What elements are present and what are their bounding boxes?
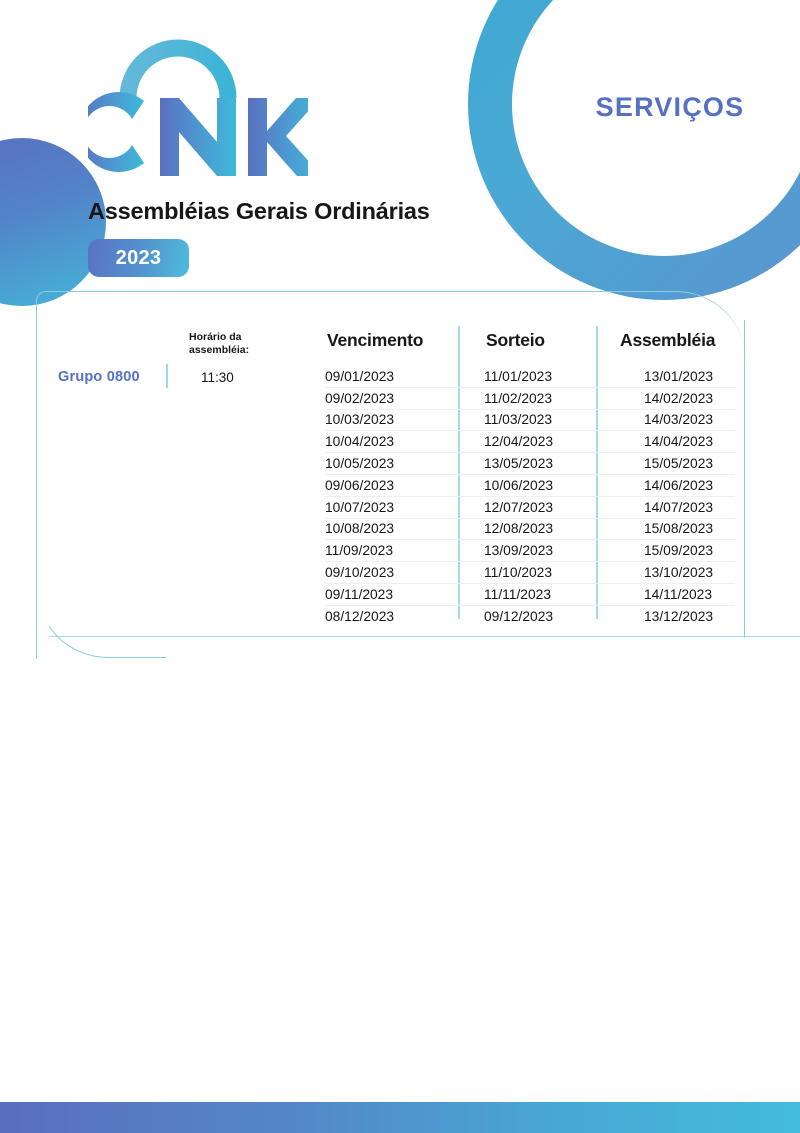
table-cell: 10/06/2023: [484, 477, 554, 493]
cnk-logo: [88, 36, 308, 176]
assembly-time-value: 11:30: [201, 370, 234, 385]
table-row: [325, 475, 735, 497]
logo-wordmark: [88, 92, 308, 176]
table-cell: 15/08/2023: [644, 521, 714, 537]
column-header-sorteio: Sorteio: [486, 330, 545, 350]
column-header-assembleia: Assembléia: [620, 330, 716, 350]
table-cell: 09/01/2023: [325, 368, 395, 384]
table-cell: 12/07/2023: [484, 499, 554, 515]
table-cell: 14/04/2023: [644, 434, 714, 450]
table-cell: 11/03/2023: [484, 412, 553, 428]
table-cell: 10/05/2023: [325, 456, 395, 472]
table-cell: 14/06/2023: [644, 477, 714, 493]
table-row: [325, 540, 735, 562]
table-row: [325, 562, 735, 584]
table-cell: 14/03/2023: [644, 412, 714, 428]
table-cell: 10/08/2023: [325, 521, 395, 537]
table-cell: 15/05/2023: [644, 456, 714, 472]
table-cell: 14/07/2023: [644, 499, 714, 515]
table-cell: 13/12/2023: [644, 608, 714, 624]
table-cell: 13/10/2023: [644, 565, 714, 581]
table-cell: 15/09/2023: [644, 543, 714, 559]
table-cell: 14/02/2023: [644, 390, 714, 406]
table-cell: 13/01/2023: [644, 368, 714, 384]
table-cell: 13/09/2023: [484, 543, 554, 559]
table-row: [325, 453, 735, 475]
table-row: [325, 410, 735, 432]
group-divider: [166, 364, 168, 388]
assembly-time-label: Horário da assembléia:: [189, 331, 250, 356]
table-cell: 10/03/2023: [325, 412, 395, 428]
table-cell: 11/01/2023: [484, 368, 553, 384]
schedule-card-corner-mask: [37, 556, 49, 640]
table-cell: 11/10/2023: [484, 565, 553, 581]
table-cell: 08/12/2023: [325, 608, 395, 624]
section-label-servicos: SERVIÇOS: [595, 92, 745, 122]
group-label: Grupo 0800: [58, 369, 140, 385]
table-row: [325, 519, 735, 541]
table-cell: 10/04/2023: [325, 434, 395, 450]
column-header-vencimento: Vencimento: [327, 330, 424, 350]
table-row: [325, 497, 735, 519]
table-row: [325, 431, 735, 453]
table-cell: 11/02/2023: [484, 390, 553, 406]
page-title: Assembléias Gerais Ordinárias: [88, 198, 430, 224]
table-row: [325, 606, 735, 627]
table-cell: 09/06/2023: [325, 477, 395, 493]
table-cell: 12/08/2023: [484, 521, 554, 537]
table-cell: 11/11/2023: [484, 586, 552, 602]
table-cell: 09/12/2023: [484, 608, 554, 624]
table-cell: 10/07/2023: [325, 499, 395, 515]
schedule-table-body: [325, 366, 735, 627]
decorative-ring-mask: [560, 0, 800, 60]
table-cell: 12/04/2023: [484, 434, 554, 450]
year-badge: 2023: [88, 239, 189, 277]
footer-gradient-bar: [0, 1102, 800, 1133]
table-cell: 11/09/2023: [325, 543, 394, 559]
table-cell: 13/05/2023: [484, 456, 554, 472]
table-cell: 09/02/2023: [325, 390, 395, 406]
table-row: [325, 584, 735, 606]
table-row: [325, 388, 735, 410]
logo-arc-icon: [128, 48, 228, 98]
table-cell: 09/11/2023: [325, 586, 394, 602]
table-cell: 09/10/2023: [325, 565, 395, 581]
table-row: [325, 366, 735, 388]
table-cell: 14/11/2023: [644, 586, 713, 602]
